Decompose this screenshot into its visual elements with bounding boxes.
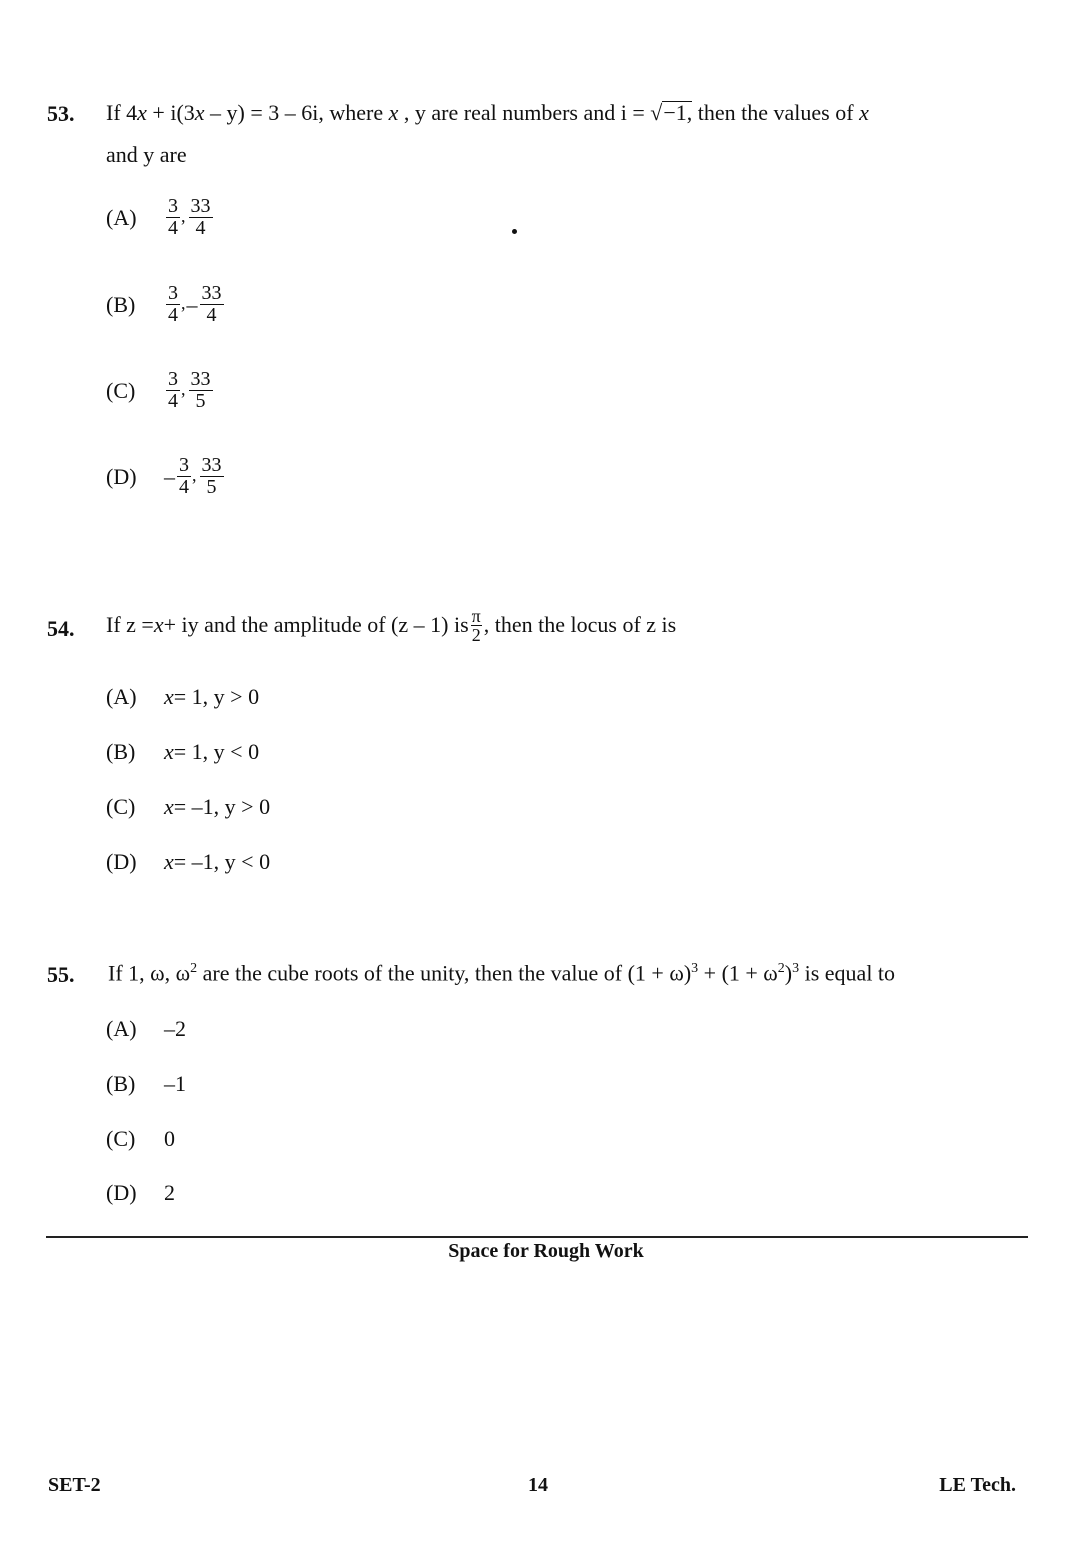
fraction: $\frac{3}{4}$ xyxy=(168,282,178,326)
fraction: $\frac{33}{4}$ xyxy=(190,195,211,239)
option-d[interactable]: (D) x = –1, y < 0 xyxy=(106,849,271,874)
option-c[interactable]: (C) 0 xyxy=(106,1126,175,1151)
fraction: $\frac{33}{5}$ xyxy=(190,368,211,412)
footer-page-number: 14 xyxy=(528,1474,548,1496)
question-number: 55. xyxy=(47,962,75,987)
fraction: $\frac{3}{4}$ xyxy=(168,195,178,239)
option-a[interactable]: (A) $\frac{3}{4}$ , $\frac{33}{4}$ xyxy=(106,195,211,239)
rough-work-label: Space for Rough Work xyxy=(448,1240,644,1262)
fraction: $\frac{33}{4}$ xyxy=(201,282,222,326)
footer-course: LE Tech. xyxy=(939,1474,1016,1496)
question-stem-line2: and y are xyxy=(106,142,187,167)
stray-mark xyxy=(512,229,517,234)
question-number: 54. xyxy=(47,616,75,641)
option-c[interactable]: (C) x = –1, y > 0 xyxy=(106,794,271,819)
question-stem-line1: If 4x + i(3x – y) = 3 – 6i, where x , y are real numbers and i = √ −1, then the values of x xyxy=(106,100,869,125)
option-c[interactable]: (C) $\frac{3}{4}$ , $\frac{33}{5}$ xyxy=(106,368,211,412)
square-root: √ −1, xyxy=(650,100,693,125)
option-d[interactable]: (D) – $\frac{3}{4}$ , $\frac{33}{5}$ xyxy=(106,454,222,498)
section-divider xyxy=(46,1236,1028,1238)
question-stem: If z = x + iy and the amplitude of (z – 1) is $\frac{\pi}{2}$ , then the locus of z is xyxy=(106,605,677,645)
question-number: 53. xyxy=(47,101,75,126)
option-a[interactable]: (A) –2 xyxy=(106,1016,186,1041)
fraction: $\frac{33}{5}$ xyxy=(201,454,222,498)
question-stem: If 1, ω, $\omega^2$ are the cube roots of the unity, then the value of $(1 + \omega)^3 + (1 + \omega^2)^3$ is equal to xyxy=(108,960,896,986)
option-b[interactable]: (B) $\frac{3}{4}$ , – $\frac{33}{4}$ xyxy=(106,282,222,326)
option-d[interactable]: (D) 2 xyxy=(106,1180,175,1205)
footer-set: SET-2 xyxy=(48,1474,101,1496)
fraction: $\frac{3}{4}$ xyxy=(168,368,178,412)
option-b[interactable]: (B) –1 xyxy=(106,1071,186,1096)
fraction: $\frac{\pi}{2}$ xyxy=(471,605,481,645)
option-a[interactable]: (A) x = 1, y > 0 xyxy=(106,684,260,709)
fraction: $\frac{3}{4}$ xyxy=(179,454,189,498)
option-b[interactable]: (B) x = 1, y < 0 xyxy=(106,739,260,764)
